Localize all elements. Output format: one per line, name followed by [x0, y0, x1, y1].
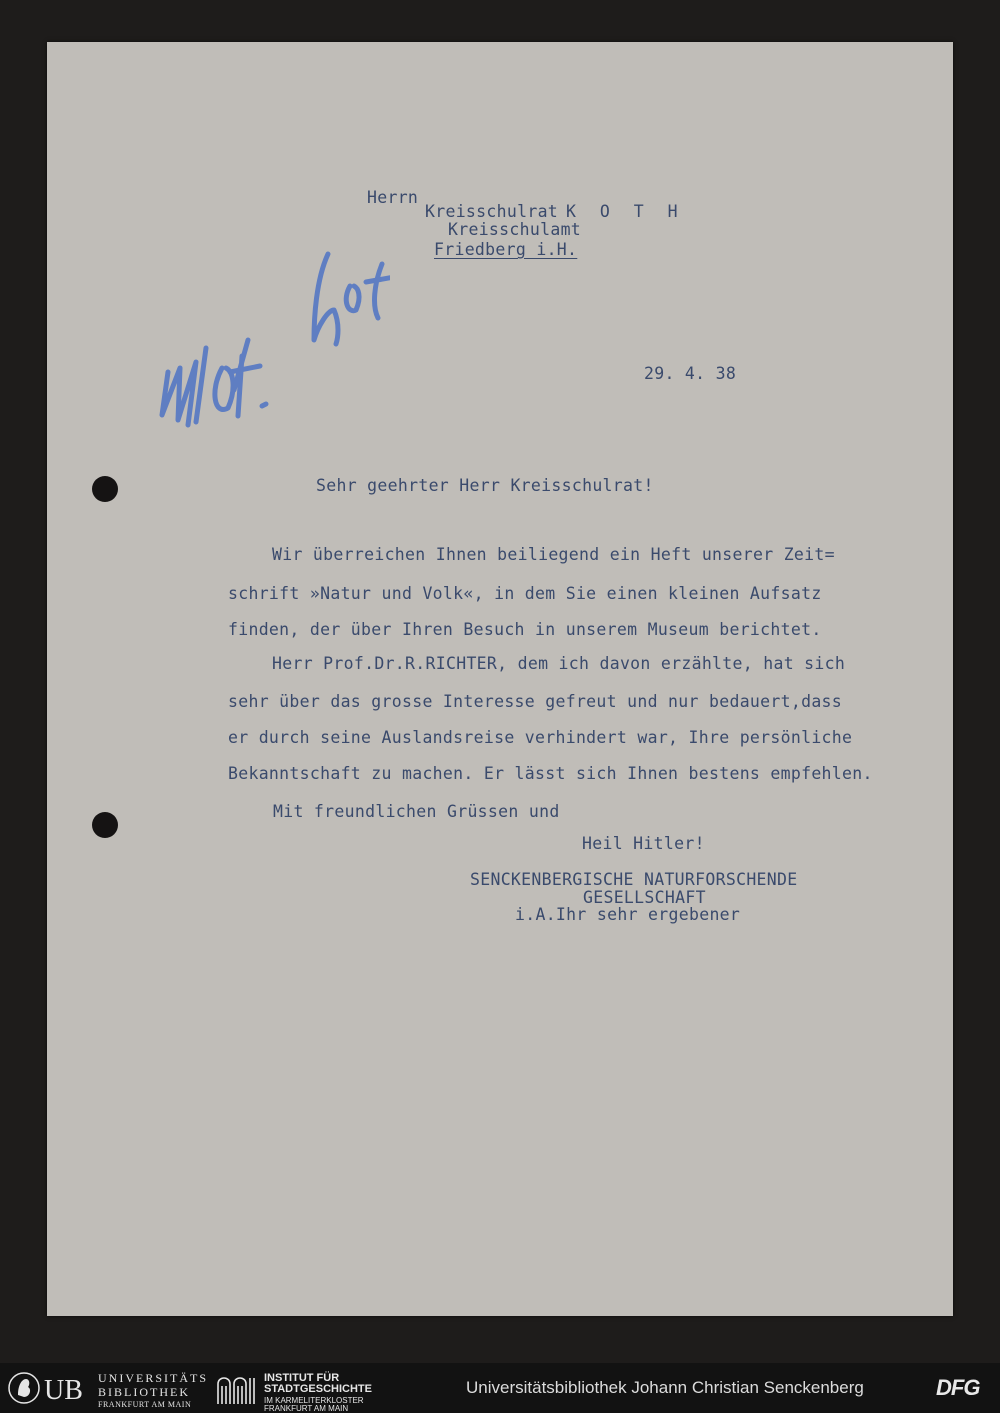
- isg-line2: STADTGESCHICHTE: [264, 1383, 372, 1395]
- footer-library-name: Universitätsbibliothek Johann Christian Senckenberg: [466, 1378, 864, 1397]
- ub-line3: FRANKFURT AM MAIN: [98, 1400, 192, 1409]
- ub-logo-icon: [8, 1371, 96, 1405]
- isg-wordmark: [264, 1373, 372, 1413]
- sender-line: SENCKENBERGISCHE NATURFORSCHENDE: [470, 870, 798, 889]
- letter-greeting: Sehr geehrter Herr Kreisschulrat!: [316, 476, 654, 495]
- footer-bar: [0, 1363, 1000, 1413]
- recipient-title: Kreisschulrat: [425, 202, 559, 221]
- body-line: er durch seine Auslandsreise verhindert war, Ihre persönliche: [228, 728, 853, 747]
- isg-line1: INSTITUT FÜR: [264, 1372, 340, 1384]
- dfg-logo: DFG: [936, 1375, 980, 1400]
- punch-hole-lower: [92, 812, 118, 838]
- ub-line2: BIBLIOTHEK: [98, 1385, 190, 1399]
- recipient-city: Friedberg i.H.: [434, 240, 578, 259]
- punch-hole-upper: [92, 476, 118, 502]
- body-line: Herr Prof.Dr.R.RICHTER, dem ich davon erzählte, hat sich: [272, 654, 846, 673]
- body-line: finden, der über Ihren Besuch in unserem Museum berichtet.: [228, 620, 822, 639]
- sender-line: i.A.Ihr sehr ergebener: [515, 905, 741, 924]
- recipient-name: K O T H: [566, 202, 685, 221]
- isg-line4: FRANKFURT AM MAIN: [264, 1404, 349, 1413]
- body-line: schrift »Natur und Volk«, in dem Sie einen kleinen Aufsatz: [228, 584, 822, 603]
- body-line: Wir überreichen Ihnen beiliegend ein Heft unserer Zeit=: [272, 545, 835, 564]
- svg-text:UB: UB: [44, 1375, 83, 1405]
- body-line: Mit freundlichen Grüssen und: [273, 802, 560, 821]
- handwritten-note-signature: [110, 240, 390, 440]
- body-line: Bekanntschaft zu machen. Er lässt sich Ihnen bestens empfehlen.: [228, 764, 873, 783]
- ub-line1: UNIVERSITÄTS: [98, 1371, 208, 1385]
- sender-line: GESELLSCHAFT: [583, 888, 706, 907]
- isg-logo-icon: [214, 1372, 258, 1406]
- recipient-office: Kreisschulamt: [448, 220, 582, 239]
- recipient-salutation: Herrn: [367, 188, 419, 207]
- body-line: sehr über das grosse Interesse gefreut und nur bedauert,dass: [228, 692, 843, 711]
- letter-date: 29. 4. 38: [644, 364, 737, 383]
- ub-wordmark: [98, 1372, 208, 1409]
- isg-line3: IM KARMELITERKLOSTER: [264, 1396, 364, 1405]
- letter-closing: Heil Hitler!: [582, 834, 705, 853]
